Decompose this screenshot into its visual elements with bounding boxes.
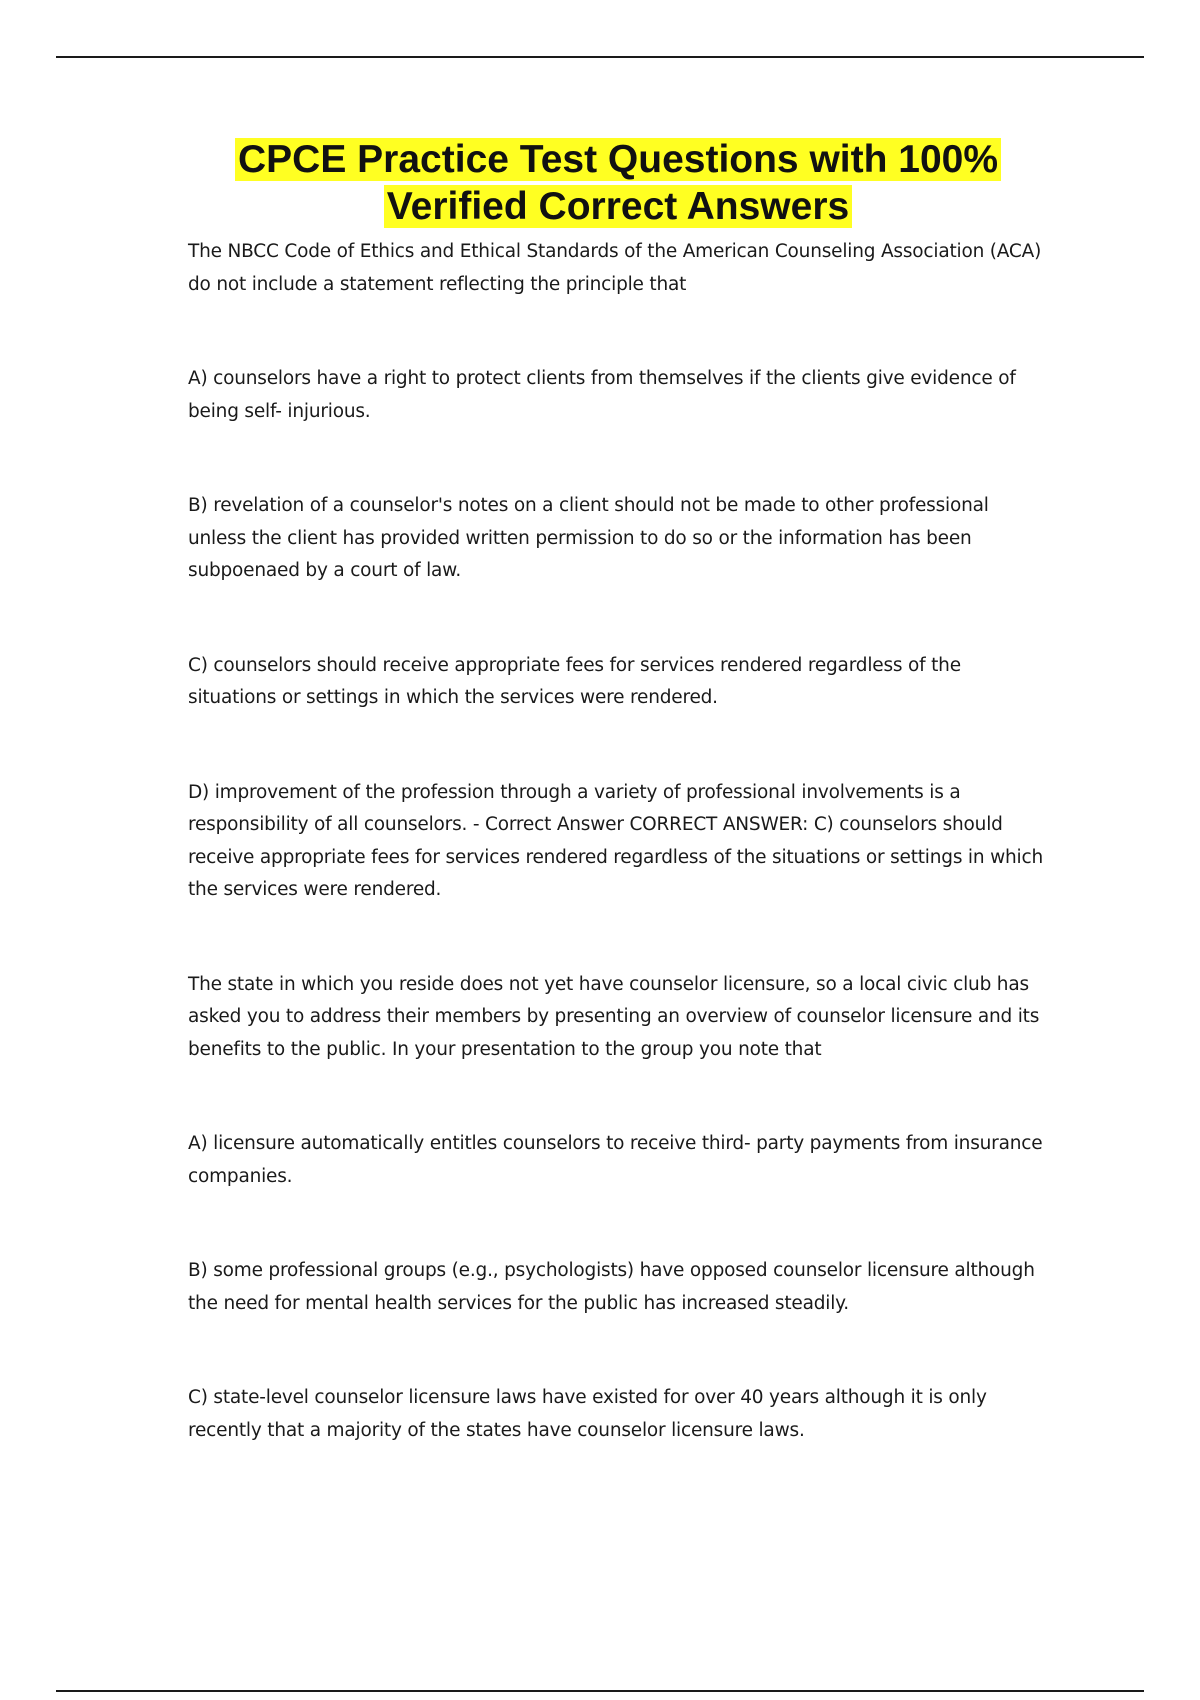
question-1-option-b: B) revelation of a counselor's notes on a client should not be made to other professional unless the client has provided written permission to do so or the information has been subpoenaed by a court of law. xyxy=(188,495,989,581)
title-line-2: Verified Correct Answers xyxy=(384,185,852,228)
question-1-stem: The NBCC Code of Ethics and Ethical Standards of the American Counseling Association (ACA) do not include a statement reflecting the principle that xyxy=(188,241,1042,295)
question-2-option-c: C) state-level counselor licensure laws have existed for over 40 years although it is only recently that a majority of the states have counselor licensure laws. xyxy=(188,1387,987,1441)
title-line-1: CPCE Practice Test Questions with 100% xyxy=(235,138,1001,181)
header-rule xyxy=(56,56,1144,58)
document-title xyxy=(158,136,1078,230)
question-2-option-a: A) licensure automatically entitles counselors to receive third- party payments from insurance companies. xyxy=(188,1133,1043,1187)
question-1-option-a: A) counselors have a right to protect clients from themselves if the clients give evidence of being self- injurious. xyxy=(188,368,1016,422)
question-2-option-b: B) some professional groups (e.g., psychologists) have opposed counselor licensure although the need for mental health services for the public has increased steadily. xyxy=(188,1260,1035,1314)
question-1-option-d-answer: D) improvement of the profession through a variety of professional involvements is a responsibility of all counselors. - Correct Answer CORRECT ANSWER: C) counselors should receive appropriate fees for services rendered regardless of the situations or settings in which the services were rendered. xyxy=(188,781,1043,900)
document-page xyxy=(188,136,1048,1447)
question-2-stem: The state in which you reside does not yet have counselor licensure, so a local civic club has asked you to address their members by presenting an overview of counselor licensure and its benefits to the public. In your presentation to the group you note that xyxy=(188,973,1040,1060)
footer-rule xyxy=(56,1690,1144,1692)
question-1-option-c: C) counselors should receive appropriate fees for services rendered regardless of the situations or settings in which the services were rendered. xyxy=(188,654,961,708)
